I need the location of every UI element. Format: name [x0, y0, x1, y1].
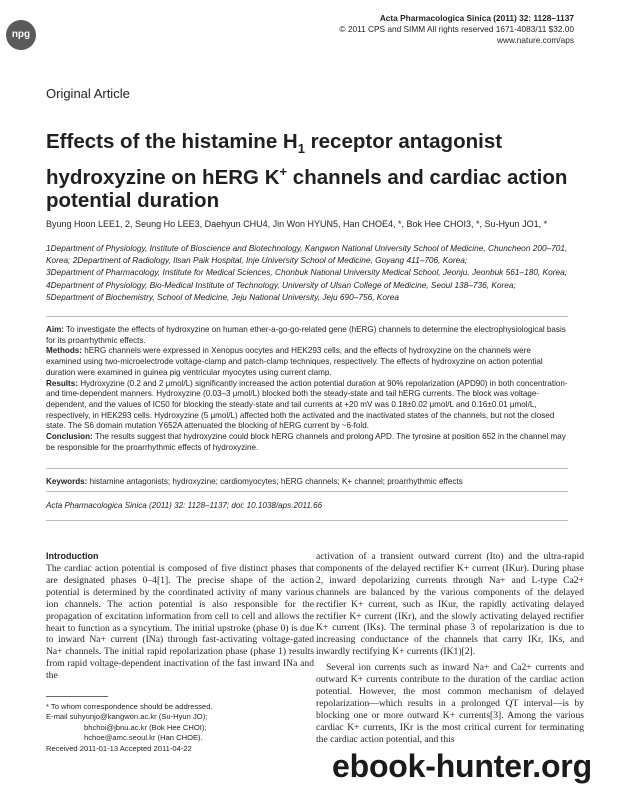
copyright-line: © 2011 CPS and SIMM All rights reserved 1671-4083/11 $32.00: [339, 24, 574, 34]
title-part1: Effects of the histamine H: [46, 130, 298, 153]
journal-citation-line: Acta Pharmacologica Sinica (2011) 32: 1128–1137: [379, 13, 574, 23]
affiliation-line: 5Department of Biochemistry, School of Medicine, Jeju National University, Jeju 690–756, Korea: [46, 291, 399, 302]
aim-label: Aim:: [46, 325, 64, 334]
methods-text: hERG channels were expressed in Xenopus oocytes and HEK293 cells, and the effects of hydroxyzine on the channels were examined using two-microelectrode voltage-clamp and patch-clamp techniques, respectively. The effects of hydroxyzine on action potential duration were examined in guinea pig ventricular myocytes using current clamp.: [46, 346, 543, 377]
results-label: Results:: [46, 378, 78, 388]
title-subscript: 1: [297, 141, 305, 157]
abstract-aim: [46, 325, 568, 346]
body-paragraph: activation of a transient outward current (Ito) and the ultra-rapid components of the delayed rectifier K+ current (IKur). During phase 2, inward depolarizing currents through Na+ and L-type Ca2+ channels are balanced by the various components of the delayed rectifier K+ current, such as IKur, the rapidly activating delayed rectifier K+ current (IKr), and the slowly activating delayed rectifier K+ current (IKs). The terminal phase 3 of repolarization is due to increasing conductance of the channels that carry IKr, IKs, and inwardly rectifying K+ currents (IK1)[2].: [316, 551, 584, 658]
keywords: [46, 476, 568, 487]
email-line[interactable]: hchoe@amc.seoul.kr (Han CHOE).: [84, 733, 203, 743]
body-paragraph: The cardiac action potential is composed of five distinct phases that are designated phases 0–4[1]. The precise shape of the action potential is determined by the coordinated activity of many various ion channels. The action potential is also responsible for the propagation of excitation information from cell to cell and allows the heart to function as a syncytium. The initial upstroke (phase 0) is due to inward Na+ current (INa) through fast-activating voltage-gated Na+ channels. The initial rapid repolarization phase (phase 1) results from rapid voltage-dependent inactivation of the fast inward INa and the: [46, 563, 314, 682]
abstract: [46, 325, 568, 453]
title-part2: receptor antagonist hydroxyzine on hERG K: [46, 130, 503, 189]
keywords-bottom-rule: [46, 491, 568, 492]
abstract-methods: [46, 346, 568, 378]
abstract-conclusion: [46, 432, 568, 453]
title-part3: channels and cardiac action potential duration: [46, 165, 568, 212]
watermark: ebook-hunter.org: [328, 748, 596, 785]
correspondence-note: * To whom correspondence should be addressed.: [46, 702, 213, 711]
footnote-rule: [46, 696, 108, 697]
journal-url[interactable]: www.nature.com/aps: [496, 35, 574, 45]
title-superscript: +: [279, 164, 288, 180]
footnotes: [46, 702, 306, 754]
body-paragraph: Several ion currents such as inward Na+ and Ca2+ currents and outward K+ currents contribute to the duration of the cardiac action potential. However, the most common mechanism of delayed repolarization—which results in a prolonged QT interval—is by blocking one or more outward K+ currents[3]. Among the various cardiac K+ currents, IKr is the most critical current for terminating the cardiac action potential, and this: [316, 662, 584, 745]
article-type: Original Article: [46, 86, 130, 101]
keywords-top-rule: [46, 468, 568, 469]
received-accepted-dates: Received 2011-01-13 Accepted 2011-04-22: [46, 743, 192, 753]
aim-text: To investigate the effects of hydroxyzine on human ether-a-go-go-related gene (hERG) channels to determine the electrophysiological basis for its proarrhythmic effects.: [46, 325, 566, 345]
article-title: [46, 130, 606, 212]
abstract-results: [46, 379, 568, 433]
affiliations: [46, 242, 586, 303]
keywords-label: Keywords:: [46, 477, 88, 486]
affiliation-line: 1Department of Physiology, Institute of Bioscience and Biotechnology, Kangwon National University School of Medicine, Chuncheon 200–701, Korea; 2Department of Radiology, Ilsan Paik Hospital, Inje University School of Medicine, Goyang 411–706, Korea;: [46, 243, 568, 266]
email-line[interactable]: bhchoi@jbnu.ac.kr (Bok Hee CHOI);: [84, 722, 207, 732]
section-heading: Introduction: [46, 551, 99, 561]
methods-label: Methods:: [46, 346, 82, 356]
author-list: Byung Hoon LEE1, 2, Seung Ho LEE3, Daehyun CHU4, Jin Won HYUN5, Han CHOE4, *, Bok Hee CHOI3, *, Su-Hyun JO1, *: [46, 219, 548, 229]
conclusion-text: The results suggest that hydroxyzine could block hERG channels and prolong APD. The tyrosine at position 652 in the channel may be responsible for the proarrhythmic effects of hydroxyzine.: [46, 432, 566, 452]
abstract-top-rule: [46, 316, 568, 317]
body-column-left: [46, 563, 314, 682]
journal-logo: npg: [6, 20, 36, 50]
conclusion-label: Conclusion:: [46, 432, 93, 442]
keywords-text: histamine antagonists; hydroxyzine; cardiomyocytes; hERG channels; K+ channel; proarrhythmic effects: [89, 477, 463, 486]
email-line[interactable]: E-mail suhyunjo@kangwon.ac.kr (Su-Hyun JO);: [46, 712, 208, 722]
results-text: Hydroxyzine (0.2 and 2 μmol/L) significantly increased the action potential duration at 90% repolarization (APD90) in both concentration- and time-dependent manners. Hydroxyzine (0.03–3 μmol/L) blocked both the steady-state and tail hERG currents. The block was voltage-dependent, and the values of IC50 for blocking the steady-state and tail currents at +20 mV was 0.18±0.02 μmol/L and 0.16±0.01 μmol/L, respectively, in HEK293 cells. Hydroxyzine (5 μmol/L) affected both the activated and the inactivated states of the channels, but not the closed state. The S6 domain mutation Y652A attenuated the blocking of hERG current by ~6-fold.: [46, 378, 568, 431]
body-column-right: [316, 551, 584, 746]
affiliation-line: 3Department of Pharmacology, Institute for Medical Sciences, Chonbuk National University Medical School, Jeonju, Jeonbuk 561–180, Korea; 4Department of Physiology, Bio-Medical Institute of Technology, University of Ulsan College of Medicine, Seoul 138–736, Korea;: [46, 267, 567, 290]
citation-bottom-rule: [46, 520, 568, 521]
article-citation: Acta Pharmacologica Sinica (2011) 32: 1128–1137; doi: 10.1038/aps.2011.66: [46, 501, 323, 510]
